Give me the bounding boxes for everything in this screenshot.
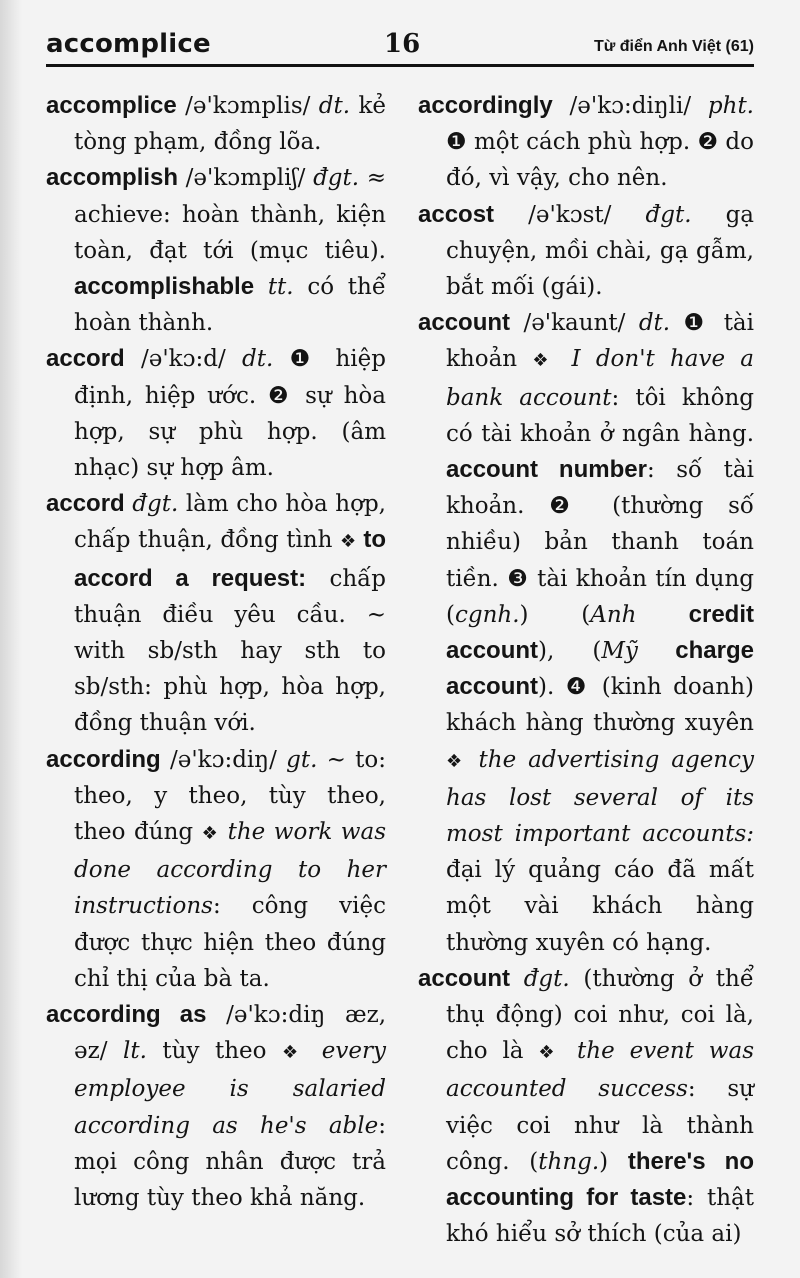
entry-text: : thật khó hiểu sở thích (của ai) bbox=[446, 1185, 754, 1248]
entry-headword: there's no accounting for taste bbox=[446, 1147, 754, 1212]
entry-text: làm cho hòa hợp, chấp thuận, đồng tình bbox=[74, 491, 386, 554]
entry-text: /ə'kɔ:diŋ/ bbox=[160, 746, 287, 773]
entry-text: ) ( bbox=[519, 601, 591, 628]
entry-headword: account bbox=[418, 309, 511, 337]
entry-text: chấp thuận điều yêu cầu. ~ with sb/sth hay sth to sb/sth: phù hợp, hòa hợp, đồng thuận với. bbox=[74, 565, 386, 737]
entry-text: /ə'kɔst/ bbox=[494, 201, 646, 228]
entry-italic-text: Mỹ bbox=[601, 638, 638, 665]
entry-italic-text: Anh bbox=[590, 601, 637, 628]
dictionary-entry bbox=[46, 341, 386, 486]
dictionary-entry bbox=[46, 742, 386, 997]
entry-text: : mọi công nhân được trả lương tùy theo khả năng. bbox=[74, 1112, 386, 1212]
entry-italic-text: the work was done according to her instructions bbox=[74, 819, 386, 920]
dictionary-entry bbox=[418, 197, 754, 306]
entry-text: /ə'kɔmpliʃ/ bbox=[178, 165, 314, 192]
book-title: Từ điển Anh Việt (61) bbox=[593, 38, 754, 55]
entry-headword: account bbox=[418, 964, 511, 992]
entry-text: /ə'kaunt/ bbox=[510, 310, 639, 337]
entry-italic-text: every employee is salaried according as he's able bbox=[74, 1038, 386, 1139]
header-headword: accomplice bbox=[46, 29, 211, 59]
entry-text: : tôi không có tài khoản ở ngân hàng. bbox=[446, 384, 755, 447]
entry-headword: credit account bbox=[446, 600, 754, 665]
entry-headword: accordingly bbox=[418, 92, 553, 119]
dictionary-entry bbox=[46, 997, 386, 1216]
entry-italic-text: thng. bbox=[538, 1148, 600, 1175]
entry-headword: according bbox=[46, 745, 161, 773]
entry-text: ≈ achieve: hoàn thành, kiện toàn, đạt tới (mục tiêu). bbox=[74, 165, 386, 264]
entry-text: có thể hoàn thành. bbox=[74, 274, 386, 337]
entry-text: tùy theo bbox=[146, 1038, 282, 1065]
entry-text: ❶ hiệp định, hiệp ước. ❷ sự hòa hợp, sự phù hợp. (âm nhạc) sự hợp âm. bbox=[74, 346, 386, 482]
page-gutter-shadow bbox=[0, 0, 22, 1278]
entry-text: : công việc được thực hiện theo đúng chỉ thị của bà ta. bbox=[74, 893, 386, 992]
entry-headword: accord bbox=[46, 490, 125, 518]
entry-text: : số tài khoản. ❷ (thường số nhiều) bản thanh toán tiền. ❸ tài khoản tín dụng ( bbox=[446, 457, 754, 628]
entry-text: kẻ tòng phạm, đồng lõa. bbox=[74, 93, 387, 156]
dictionary-entry bbox=[46, 88, 386, 160]
entry-italic-text: gt. bbox=[286, 746, 318, 773]
entry-italic-text: the advertising agency has lost several of its most important accounts: bbox=[446, 746, 754, 848]
entry-headword: accomplishable bbox=[74, 273, 255, 301]
entry-italic-text: the event was accounted success bbox=[446, 1038, 755, 1103]
entry-italic-text: đgt. bbox=[523, 965, 570, 992]
entry-text: ). ❹ (kinh doanh) khách hàng thường xuyên bbox=[446, 674, 754, 737]
entry-text: /ə'kɔ:diŋ æz, əz/ bbox=[74, 1002, 386, 1065]
entry-text: ) bbox=[599, 1148, 628, 1175]
entry-italic-text: I don't have a bank account bbox=[446, 346, 755, 411]
example-diamond-icon: ❖ bbox=[340, 531, 357, 553]
entry-text bbox=[254, 274, 268, 300]
entry-headword: accord bbox=[46, 345, 125, 373]
dictionary-entry bbox=[46, 160, 386, 341]
example-diamond-icon: ❖ bbox=[446, 750, 467, 772]
entry-text: /ə'kɔ:d/ bbox=[124, 346, 243, 373]
entry-italic-text: cgnh. bbox=[454, 601, 520, 628]
entry-headword: account number bbox=[446, 456, 647, 484]
dictionary-entry bbox=[418, 305, 754, 961]
entry-italic-text: đgt. bbox=[132, 491, 179, 518]
page-number: 16 bbox=[384, 29, 421, 59]
example-diamond-icon: ❖ bbox=[538, 1042, 563, 1064]
dictionary-entry bbox=[46, 486, 386, 741]
entry-headword: to accord a request: bbox=[74, 526, 386, 592]
dictionary-entry bbox=[418, 961, 754, 1253]
example-diamond-icon: ❖ bbox=[281, 1042, 307, 1064]
running-header bbox=[46, 30, 754, 67]
entry-text: ~ to: theo, y theo, tùy theo, theo đúng bbox=[74, 746, 387, 846]
entry-text: : sự việc coi như là thành công. ( bbox=[446, 1076, 754, 1175]
entry-headword: charge account bbox=[446, 637, 754, 701]
example-diamond-icon: ❖ bbox=[201, 823, 220, 845]
entry-italic-text: dt. bbox=[242, 346, 274, 373]
entry-italic-text: đgt. bbox=[313, 165, 360, 192]
dictionary-entry bbox=[418, 88, 754, 197]
entry-italic-text: dt. bbox=[638, 310, 671, 337]
example-diamond-icon: ❖ bbox=[532, 350, 557, 372]
entry-text: ❶ tài khoản bbox=[446, 310, 754, 373]
entry-italic-text: đgt. bbox=[645, 201, 692, 228]
entry-text: ), ( bbox=[538, 638, 602, 665]
left-column bbox=[46, 88, 386, 1216]
entry-headword: accomplice bbox=[46, 92, 177, 119]
entry-text: /ə'kɔmplis/ bbox=[176, 93, 319, 119]
entry-headword: accost bbox=[418, 200, 495, 228]
entry-headword: according as bbox=[46, 1001, 207, 1029]
entry-text: gạ chuyện, mồi chài, gạ gẫm, bắt mối (gái). bbox=[446, 201, 755, 301]
right-column bbox=[418, 88, 754, 1253]
entry-headword: accomplish bbox=[46, 164, 179, 192]
entry-italic-text: lt. bbox=[122, 1038, 147, 1065]
entry-italic-text: dt. bbox=[318, 93, 351, 119]
entry-text: đại lý quảng cáo đã mất một vài khách hàng thường xuyên có hạng. bbox=[446, 857, 754, 956]
entry-text bbox=[510, 966, 524, 992]
entry-italic-text: pht. bbox=[707, 93, 754, 119]
entry-text: (thường ở thể thụ động) coi như, coi là, cho là bbox=[446, 965, 755, 1065]
entry-text: ❶ một cách phù hợp. ❷ do đó, vì vậy, cho nên. bbox=[446, 129, 754, 192]
entry-italic-text: tt. bbox=[267, 274, 294, 301]
entry-text: /ə'kɔ:diŋli/ bbox=[552, 93, 708, 119]
